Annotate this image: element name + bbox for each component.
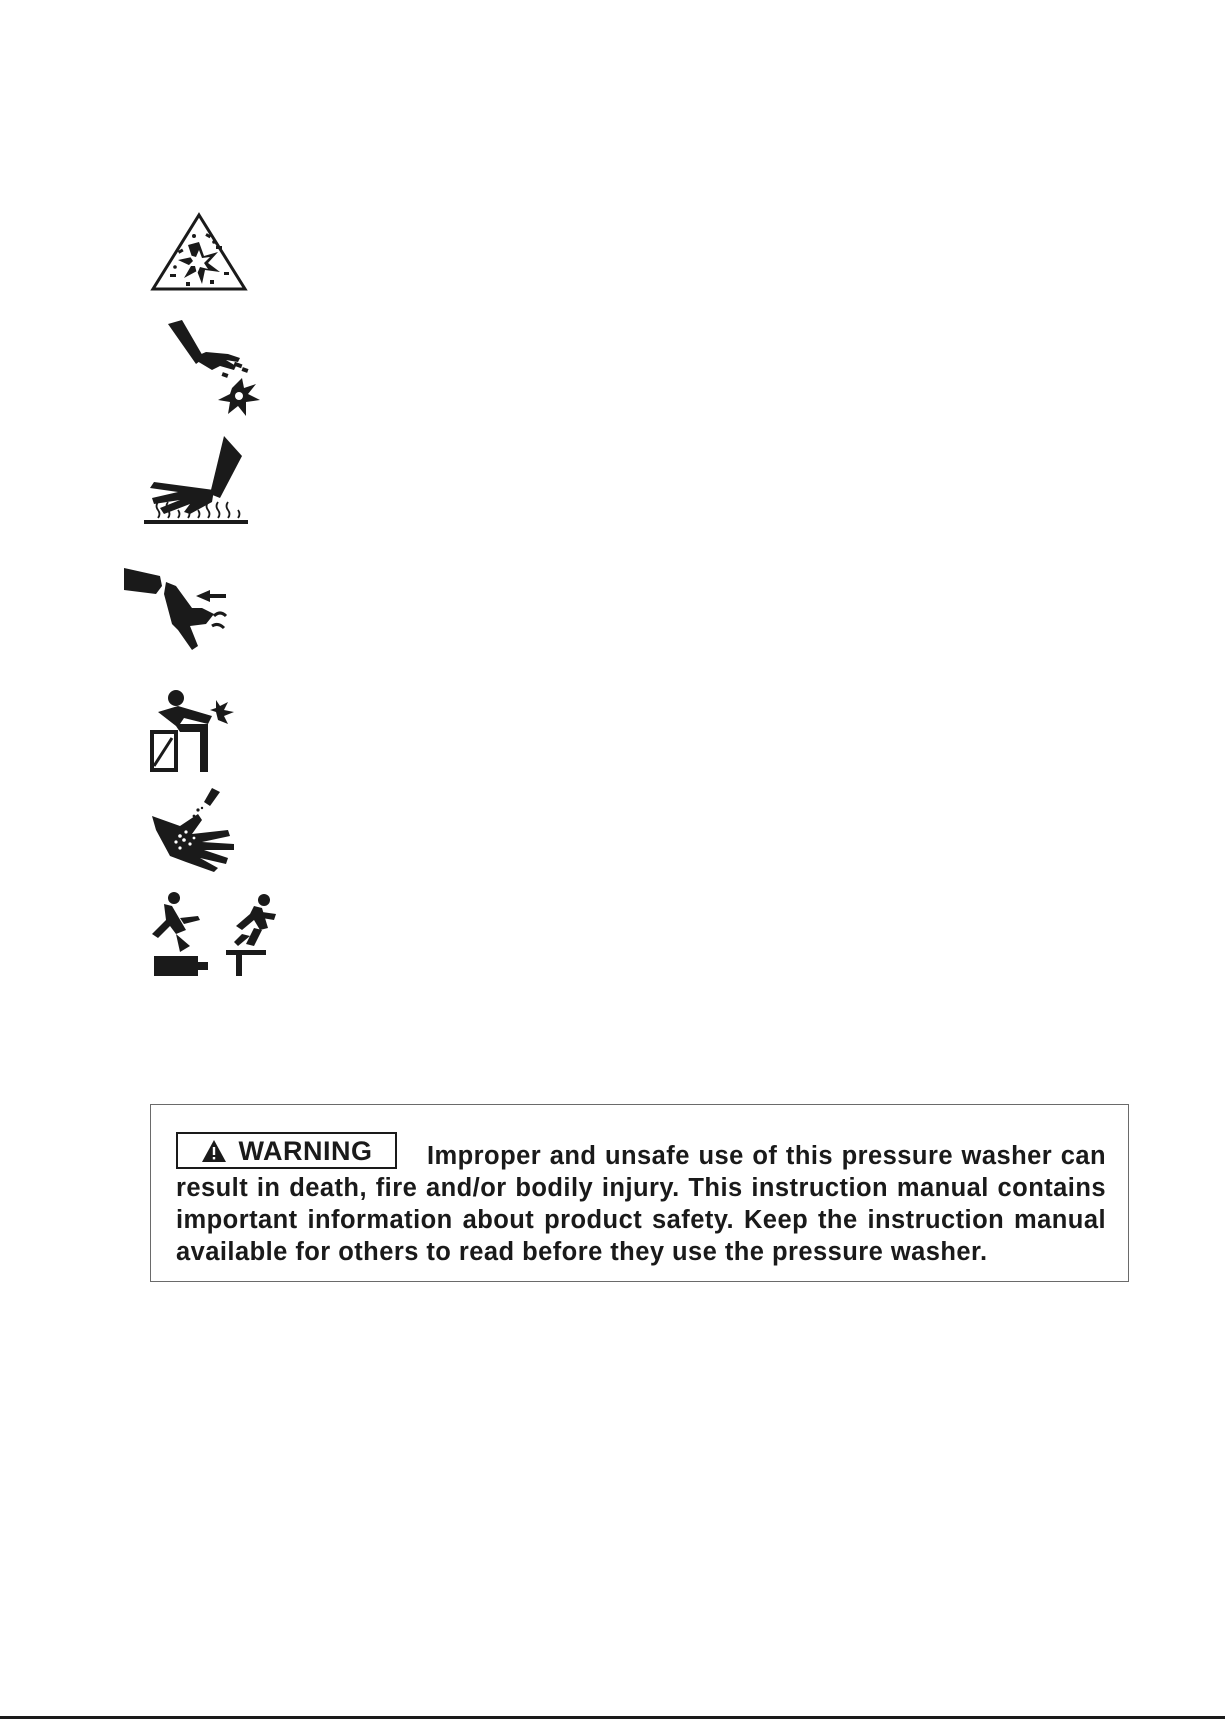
slip-trip-fall-icon (150, 890, 286, 976)
warning-badge (176, 1132, 397, 1169)
recoil-kickback-arm-icon (122, 564, 236, 650)
warning-triangle-icon (201, 1139, 227, 1163)
warning-label: WARNING (238, 1135, 373, 1166)
explosion-icon (150, 212, 248, 292)
warning-text: Improper and unsafe use of this pressure washer can result in death, fire and/or bodily injury. This instruction manual contains important information about product safety. Keep the instruction manual available for others to read before they use the pressure washer. (176, 1142, 1106, 1266)
warning-paragraph (176, 1135, 1106, 1268)
injection-hand-spray-icon (150, 786, 242, 872)
hand-fan-blade-icon (162, 318, 266, 420)
lifting-strain-icon (150, 690, 236, 772)
hot-surface-hand-icon (144, 436, 248, 526)
